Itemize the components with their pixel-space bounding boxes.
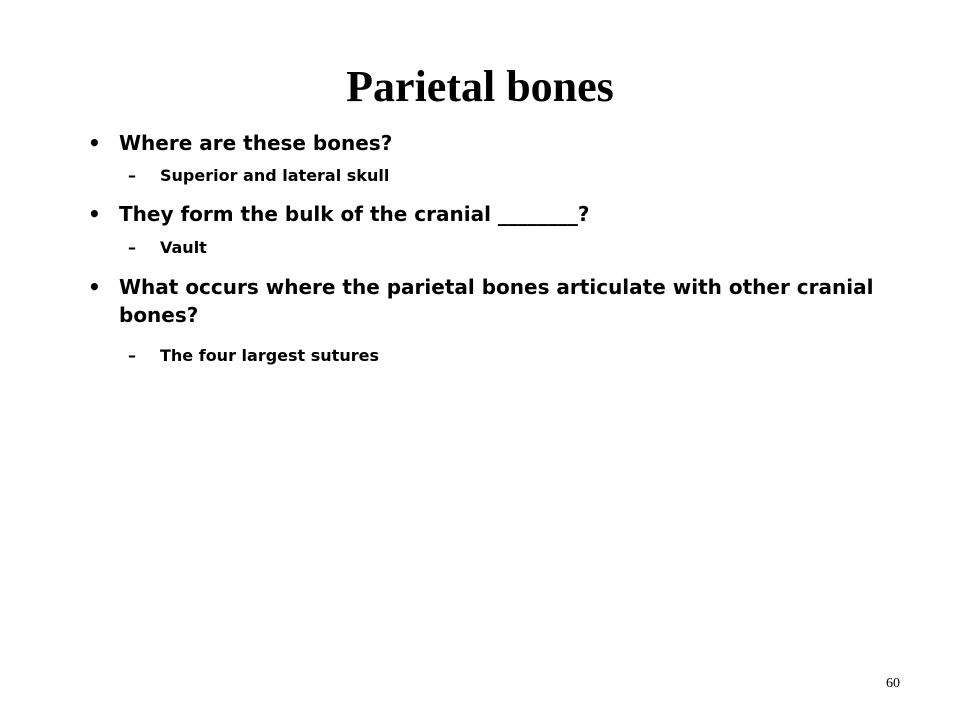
bullet-item: Where are these bones? [119,131,393,155]
bullet-icon: • [88,202,101,226]
sub-bullet-item: Vault [160,238,207,257]
bullet-item: They form the bulk of the cranial ________? [119,202,590,226]
dash-icon: – [128,346,136,365]
sub-bullet-item: Superior and lateral skull [160,166,390,185]
dash-icon: – [128,166,136,185]
slide-title: Parietal bones [346,62,614,112]
bullet-item: What occurs where the parietal bones articulate with other cranial bones? [119,275,874,327]
bullet-icon: • [88,131,101,155]
dash-icon: – [128,238,136,257]
sub-bullet-item: The four largest sutures [160,346,379,365]
page-number: 60 [886,676,900,691]
bullet-icon: • [88,275,101,299]
